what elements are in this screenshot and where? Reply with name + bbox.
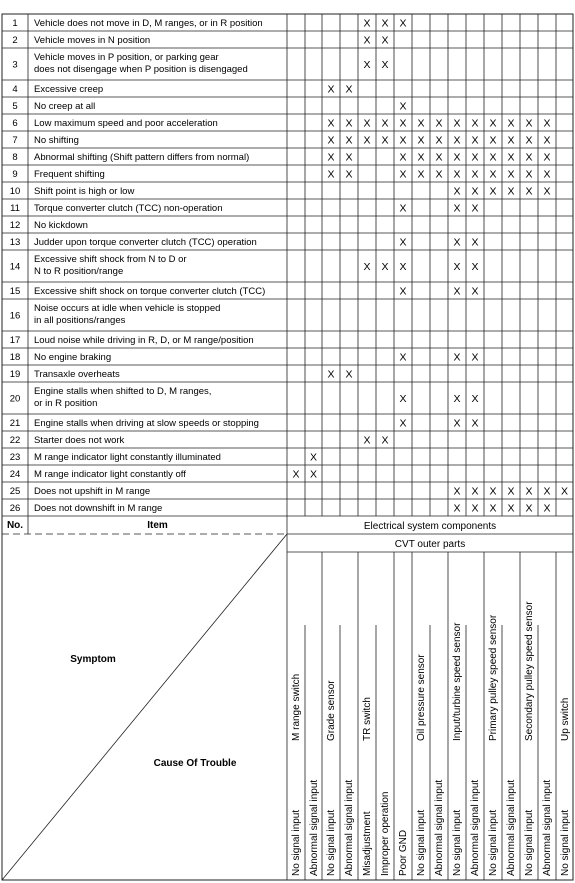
- cause-column-label: Abnormal signal input: [542, 779, 553, 876]
- row-number: 9: [12, 169, 18, 180]
- row-item-text: Loud noise while driving in R, D, or M range/position: [34, 335, 254, 346]
- cause-column-label: No signal input: [488, 809, 499, 876]
- row-number: 1: [12, 18, 18, 29]
- applied-mark: X: [471, 168, 479, 181]
- applied-mark: X: [345, 117, 353, 130]
- applied-mark: X: [435, 151, 443, 164]
- applied-mark: X: [417, 168, 425, 181]
- applied-mark: X: [489, 168, 497, 181]
- applied-mark: X: [381, 17, 389, 30]
- applied-mark: X: [489, 117, 497, 130]
- applied-mark: X: [489, 502, 497, 515]
- cause-column-label: No signal input: [416, 809, 427, 876]
- applied-mark: X: [471, 236, 479, 249]
- no-header: No.: [6, 520, 24, 531]
- applied-mark: X: [399, 100, 407, 113]
- applied-mark: X: [381, 434, 389, 447]
- applied-mark: X: [489, 134, 497, 147]
- applied-mark: X: [327, 117, 335, 130]
- row-item-text: Low maximum speed and poor acceleration: [34, 118, 218, 129]
- subgroup-header: CVT outer parts: [394, 539, 466, 550]
- applied-mark: X: [507, 502, 515, 515]
- applied-mark: X: [543, 151, 551, 164]
- cause-column-label: Abnormal signal input: [470, 779, 481, 876]
- applied-mark: X: [560, 485, 569, 498]
- applied-mark: X: [363, 261, 371, 273]
- applied-mark: X: [507, 117, 515, 130]
- applied-mark: X: [453, 151, 461, 164]
- row-item-text: Frequent shifting: [34, 169, 105, 180]
- applied-mark: X: [453, 285, 461, 298]
- cause-column-label: Abnormal signal input: [506, 779, 517, 876]
- applied-mark: X: [327, 83, 335, 96]
- row-number: 19: [9, 369, 21, 380]
- cause-column-label: Abnormal signal input: [434, 779, 445, 876]
- applied-mark: X: [471, 393, 479, 405]
- component-label: Secondary pulley speed sensor: [524, 601, 535, 741]
- row-number: 4: [12, 84, 18, 95]
- row-number: 11: [10, 203, 20, 214]
- applied-mark: X: [543, 168, 551, 181]
- applied-mark: X: [453, 502, 461, 515]
- applied-mark: X: [399, 117, 407, 130]
- row-item-text: in all positions/ranges: [34, 315, 126, 326]
- row-item-text: or in R position: [34, 398, 98, 409]
- applied-mark: X: [543, 117, 551, 130]
- applied-mark: X: [489, 185, 497, 198]
- applied-mark: X: [327, 168, 335, 181]
- applied-mark: X: [309, 468, 318, 481]
- applied-mark: X: [381, 34, 389, 47]
- applied-mark: X: [453, 261, 461, 273]
- applied-mark: X: [345, 134, 353, 147]
- component-label: M range switch: [291, 673, 302, 741]
- applied-mark: X: [345, 368, 353, 381]
- applied-mark: X: [327, 134, 335, 147]
- applied-mark: X: [543, 485, 551, 498]
- row-number: 7: [12, 135, 18, 146]
- applied-mark: X: [453, 134, 461, 147]
- applied-mark: X: [543, 502, 551, 515]
- applied-mark: X: [471, 151, 479, 164]
- component-label: Input/turbine speed sensor: [452, 622, 463, 741]
- applied-mark: X: [399, 261, 407, 273]
- applied-mark: X: [363, 434, 371, 447]
- cause-column-label: Abnormal signal input: [309, 779, 320, 876]
- row-item-text: Abnormal shifting (Shift pattern differs from normal): [34, 152, 250, 163]
- component-label: Grade sensor: [326, 680, 337, 741]
- row-number: 3: [12, 59, 18, 71]
- applied-mark: X: [525, 134, 533, 147]
- applied-mark: X: [363, 17, 371, 30]
- cause-label: Cause Of Trouble: [153, 758, 237, 769]
- applied-mark: X: [507, 485, 515, 498]
- row-item-text: M range indicator light constantly off: [34, 469, 186, 480]
- row-number: 15: [9, 286, 21, 297]
- row-number: 18: [9, 352, 21, 363]
- row-item-text: Does not upshift in M range: [34, 486, 151, 497]
- row-number: 6: [12, 118, 18, 129]
- applied-mark: X: [471, 134, 479, 147]
- row-item-text: Starter does not work: [34, 435, 125, 446]
- component-label: Primary pulley speed sensor: [488, 614, 499, 741]
- applied-mark: X: [471, 351, 479, 364]
- row-number: 26: [9, 503, 21, 514]
- applied-mark: X: [435, 168, 443, 181]
- row-item-text: Judder upon torque converter clutch (TCC) operation: [34, 237, 257, 248]
- applied-mark: X: [363, 117, 371, 130]
- row-item-text: No engine braking: [34, 352, 112, 363]
- applied-mark: X: [525, 502, 533, 515]
- applied-mark: X: [471, 502, 479, 515]
- applied-mark: X: [327, 368, 335, 381]
- applied-mark: X: [399, 351, 407, 364]
- applied-mark: X: [381, 261, 389, 273]
- applied-mark: X: [543, 185, 551, 198]
- cause-column-label: No signal input: [560, 809, 571, 876]
- applied-mark: X: [399, 168, 407, 181]
- row-item-text: Engine stalls when driving at slow speeds or stopping: [34, 418, 259, 429]
- applied-mark: X: [381, 59, 389, 71]
- cause-column-label: Improper operation: [380, 791, 391, 876]
- applied-mark: X: [489, 485, 497, 498]
- applied-mark: X: [471, 202, 479, 215]
- applied-mark: X: [507, 151, 515, 164]
- applied-mark: X: [489, 151, 497, 164]
- applied-mark: X: [399, 202, 407, 215]
- applied-mark: X: [471, 185, 479, 198]
- row-number: 20: [9, 393, 21, 405]
- row-number: 23: [9, 452, 21, 463]
- applied-mark: X: [381, 134, 389, 147]
- row-item-text: Does not downshift in M range: [34, 503, 163, 514]
- row-number: 16: [9, 310, 21, 322]
- applied-mark: X: [471, 485, 479, 498]
- applied-mark: X: [471, 417, 479, 430]
- applied-mark: X: [453, 185, 461, 198]
- row-item-text: Noise occurs at idle when vehicle is stopped: [34, 303, 221, 314]
- applied-mark: X: [525, 485, 533, 498]
- applied-mark: X: [309, 451, 318, 464]
- row-item-text: No creep at all: [34, 101, 96, 112]
- cause-column-label: No signal input: [326, 809, 337, 876]
- row-number: 17: [9, 335, 21, 346]
- applied-mark: X: [453, 351, 461, 364]
- row-number: 5: [12, 101, 18, 112]
- applied-mark: X: [471, 117, 479, 130]
- table-row: [10, 335, 254, 346]
- row-item-text: Shift point is high or low: [34, 186, 135, 197]
- row-number: 14: [9, 261, 21, 273]
- applied-mark: X: [525, 185, 533, 198]
- row-item-text: No shifting: [34, 135, 79, 146]
- applied-mark: X: [507, 168, 515, 181]
- row-number: 13: [9, 237, 21, 248]
- row-item-text: Engine stalls when shifted to D, M ranges,: [34, 386, 212, 397]
- applied-mark: X: [292, 468, 300, 481]
- applied-mark: X: [471, 261, 479, 273]
- applied-mark: X: [525, 168, 533, 181]
- applied-mark: X: [345, 83, 353, 96]
- applied-mark: X: [363, 134, 371, 147]
- applied-mark: X: [327, 151, 335, 164]
- component-label: TR switch: [362, 697, 373, 741]
- group-header: Electrical system components: [363, 521, 497, 532]
- applied-mark: X: [399, 393, 407, 405]
- cause-column-label: No signal input: [291, 809, 302, 876]
- applied-mark: X: [399, 417, 407, 430]
- applied-mark: X: [381, 117, 389, 130]
- symptom-label: Symptom: [70, 654, 116, 665]
- applied-mark: X: [399, 151, 407, 164]
- applied-mark: X: [435, 134, 443, 147]
- applied-mark: X: [453, 202, 461, 215]
- applied-mark: X: [471, 285, 479, 298]
- row-number: 8: [12, 152, 18, 163]
- applied-mark: X: [363, 59, 371, 71]
- cause-column-label: Misadjustment: [362, 811, 373, 876]
- applied-mark: X: [453, 393, 461, 405]
- row-item-text: Excessive creep: [34, 84, 104, 95]
- applied-mark: X: [507, 185, 515, 198]
- row-number: 10: [9, 186, 21, 197]
- row-number: 21: [9, 418, 21, 429]
- row-number: 24: [9, 469, 21, 480]
- applied-mark: X: [417, 151, 425, 164]
- applied-mark: X: [399, 17, 407, 30]
- row-number: 22: [9, 435, 21, 446]
- applied-mark: X: [345, 151, 353, 164]
- row-item-text: M range indicator light constantly illuminated: [34, 452, 221, 463]
- applied-mark: X: [435, 117, 443, 130]
- applied-mark: X: [525, 117, 533, 130]
- row-item-text: Excessive shift shock from N to D or: [34, 254, 187, 265]
- row-number: 2: [12, 35, 18, 46]
- row-item-text: Vehicle moves in N position: [34, 35, 151, 46]
- applied-mark: X: [453, 417, 461, 430]
- cause-column-label: No signal input: [452, 809, 463, 876]
- applied-mark: X: [417, 134, 425, 147]
- item-header: Item: [147, 520, 168, 531]
- applied-mark: X: [507, 134, 515, 147]
- cause-column-label: Poor GND: [398, 829, 409, 876]
- applied-mark: X: [399, 134, 407, 147]
- component-label: Up switch: [560, 697, 571, 741]
- applied-mark: X: [417, 117, 425, 130]
- applied-mark: X: [453, 485, 461, 498]
- row-number: 12: [9, 220, 21, 231]
- row-item-text: N to R position/range: [34, 266, 124, 277]
- applied-mark: X: [363, 34, 371, 47]
- component-label: Oil pressure sensor: [416, 654, 427, 741]
- applied-mark: X: [453, 236, 461, 249]
- row-item-text: does not disengage when P position is disengaged: [34, 64, 248, 75]
- row-item-text: No kickdown: [34, 220, 88, 231]
- row-item-text: Vehicle moves in P position, or parking gear: [34, 52, 219, 63]
- applied-mark: X: [543, 134, 551, 147]
- row-number: 25: [9, 486, 21, 497]
- applied-mark: X: [399, 285, 407, 298]
- applied-mark: X: [345, 168, 353, 181]
- cause-column-label: No signal input: [524, 809, 535, 876]
- applied-mark: X: [453, 117, 461, 130]
- row-item-text: Vehicle does not move in D, M ranges, or in R position: [34, 18, 263, 29]
- cause-column-label: Abnormal signal input: [344, 779, 355, 876]
- applied-mark: X: [525, 151, 533, 164]
- row-item-text: Torque converter clutch (TCC) non-operation: [34, 203, 223, 214]
- row-item-text: Transaxle overheats: [34, 369, 120, 380]
- applied-mark: X: [453, 168, 461, 181]
- applied-mark: X: [399, 236, 407, 249]
- row-item-text: Excessive shift shock on torque converter clutch (TCC): [34, 286, 266, 297]
